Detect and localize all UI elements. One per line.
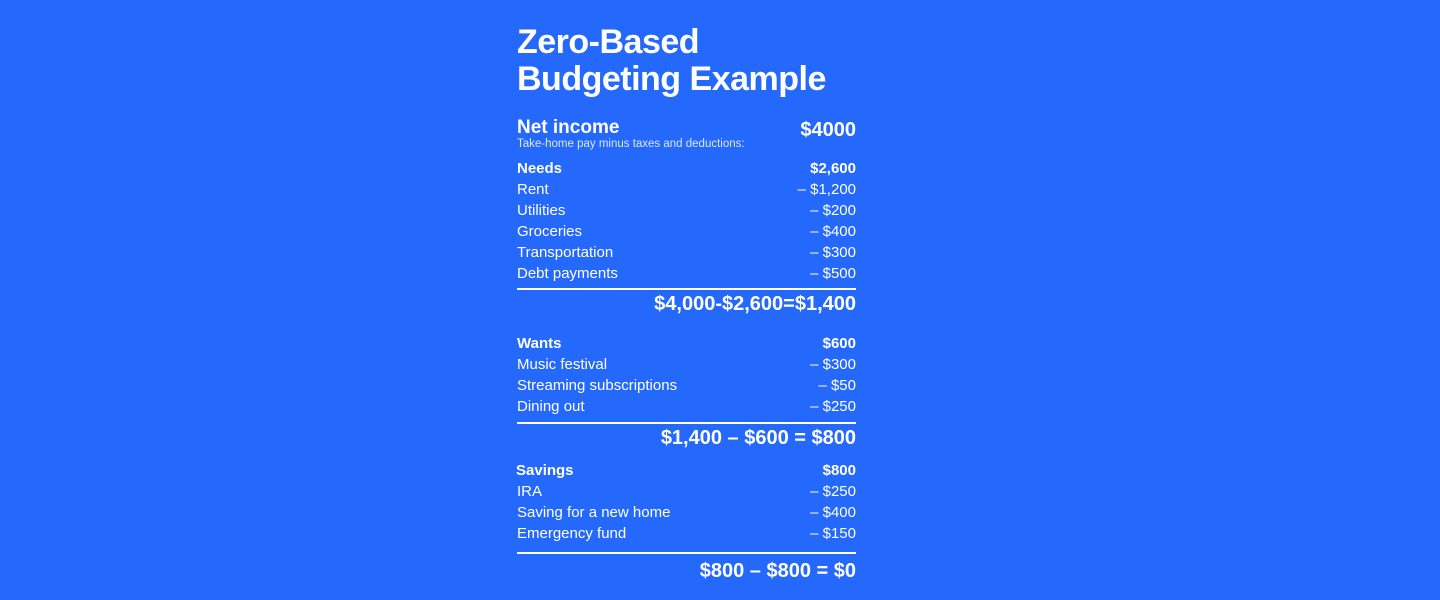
title-line-1: Zero-Based <box>517 23 700 61</box>
net-income-subtitle: Take-home pay minus taxes and deductions: <box>517 138 745 150</box>
list-item <box>517 523 856 544</box>
list-item <box>517 375 856 396</box>
savings-label: Savings <box>516 462 574 479</box>
needs-total: $2,600 <box>810 160 856 177</box>
item-label: Transportation <box>517 244 614 261</box>
savings-section <box>517 460 856 544</box>
item-amount: – $400 <box>810 504 856 521</box>
list-item <box>517 242 856 263</box>
item-label: Utilities <box>517 202 566 219</box>
wants-label: Wants <box>517 335 562 352</box>
item-amount: – $400 <box>810 223 856 240</box>
item-amount: – $1,200 <box>797 181 856 198</box>
net-income-block <box>517 118 856 150</box>
item-label: Dining out <box>517 398 585 415</box>
list-item <box>517 200 856 221</box>
list-item <box>517 263 856 284</box>
needs-header-row <box>517 158 856 179</box>
wants-section <box>517 333 856 417</box>
item-amount: – $500 <box>810 265 856 282</box>
wants-equation: $1,400 – $600 = $800 <box>660 427 856 449</box>
item-amount: – $150 <box>810 525 856 542</box>
item-amount: – $50 <box>818 377 856 394</box>
savings-header-row <box>516 460 856 481</box>
item-label: Groceries <box>517 223 583 240</box>
needs-equation: $4,000-$2,600=$1,400 <box>654 293 856 315</box>
item-amount: – $250 <box>810 483 856 500</box>
wants-header-row <box>517 333 856 354</box>
item-amount: – $300 <box>810 356 856 373</box>
list-item <box>517 481 856 502</box>
needs-label: Needs <box>517 160 563 177</box>
page-title <box>517 24 856 98</box>
savings-divider <box>517 552 856 554</box>
item-amount: – $200 <box>810 202 856 219</box>
needs-section <box>517 158 856 284</box>
savings-equation: $800 – $800 = $0 <box>699 560 856 582</box>
item-amount: – $250 <box>810 398 856 415</box>
wants-total: $600 <box>822 335 856 352</box>
item-label: Saving for a new home <box>517 504 671 521</box>
title-line-2: Budgeting Example <box>517 60 826 98</box>
net-income-amount: $4000 <box>800 119 856 141</box>
list-item <box>517 221 856 242</box>
net-income-label: Net income <box>517 117 620 138</box>
item-label: Music festival <box>517 356 608 373</box>
item-amount: – $300 <box>810 244 856 261</box>
item-label: Rent <box>517 181 549 198</box>
item-label: IRA <box>517 483 543 500</box>
savings-total: $800 <box>822 462 856 479</box>
list-item <box>517 179 856 200</box>
item-label: Streaming subscriptions <box>517 377 678 394</box>
list-item <box>517 396 856 417</box>
item-label: Debt payments <box>517 265 618 282</box>
list-item <box>517 354 856 375</box>
item-label: Emergency fund <box>517 525 627 542</box>
list-item <box>517 502 856 523</box>
